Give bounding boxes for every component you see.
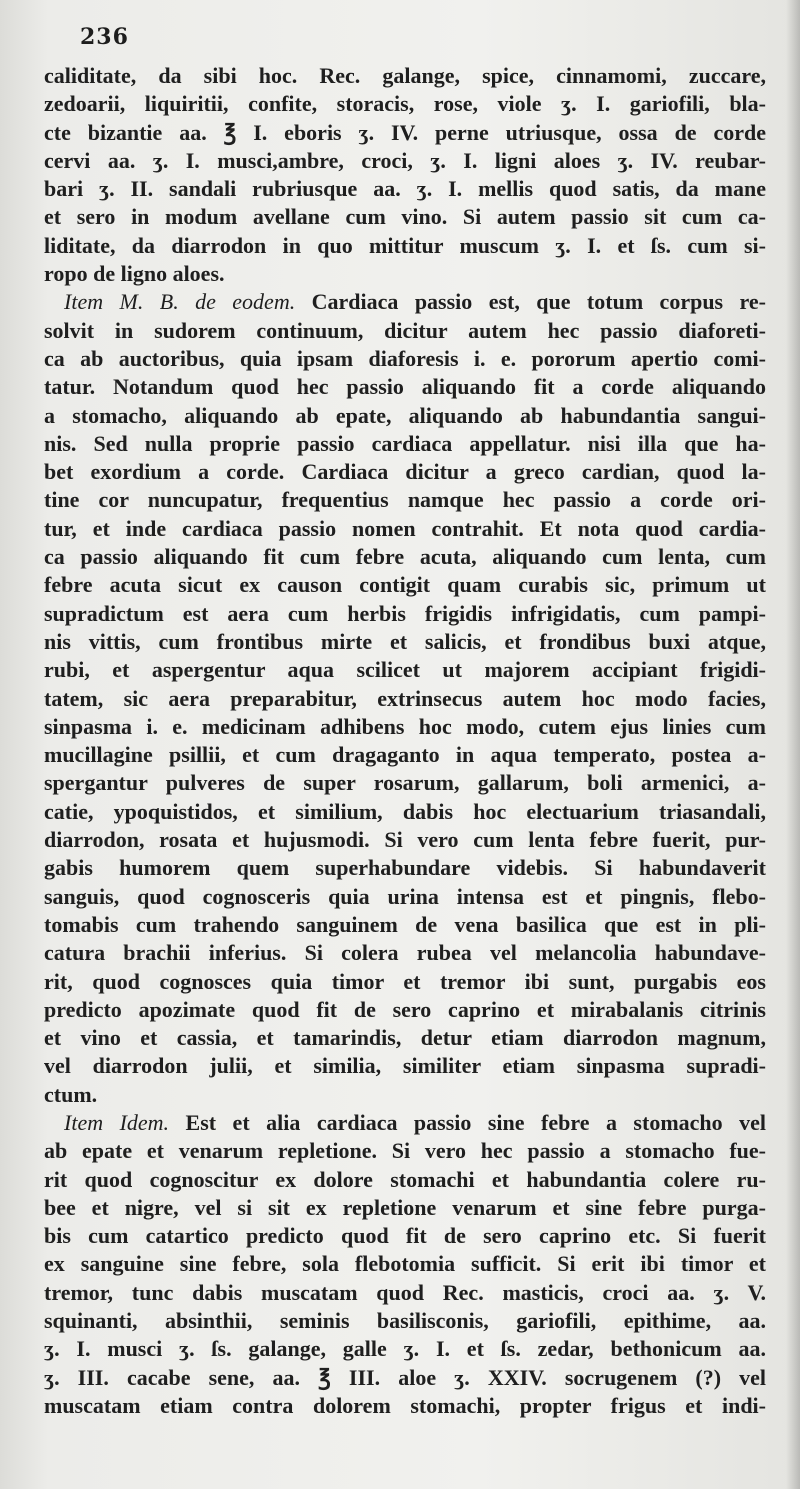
text-line [44, 600, 766, 628]
text-line [44, 883, 766, 911]
line-text: ab epate et venarum repletione. Si vero hec passio a stomacho fue- [44, 1138, 766, 1164]
text-line [44, 1335, 766, 1363]
line-text: Est et alia cardiaca passio sine febre a stomacho vel [169, 1109, 766, 1135]
line-text: bis cum catartico predicto quod fit de sero caprino etc. Si fuerit [44, 1223, 766, 1249]
text-line [44, 458, 766, 486]
line-text: rit quod cognoscitur ex dolore stomachi et habundantia colere ru- [44, 1166, 766, 1192]
text-line [44, 713, 766, 741]
line-text: nis vittis, cum frontibus mirte et salicis, et frondibus buxi atque, [44, 628, 766, 654]
text-line [44, 288, 766, 316]
line-text: bari ʒ. II. sandali rubriusque aa. ʒ. I. mellis quod satis, da mane [44, 176, 766, 202]
text-line [44, 996, 766, 1024]
line-text: Cardiaca passio est, que totum corpus re- [295, 289, 766, 315]
line-text: tatem, sic aera preparabitur, extrinsecus autem hoc modo facies, [44, 685, 766, 711]
text-line [44, 90, 766, 118]
text-line [44, 1222, 766, 1250]
line-text: spergantur pulveres de super rosarum, gallarum, boli armenici, a- [44, 770, 766, 796]
text-line [44, 232, 766, 260]
text-line [44, 571, 766, 599]
line-text: tomabis cum trahendo sanguinem de vena basilica que est in pli- [44, 911, 766, 937]
page-edge-shadow [786, 0, 800, 1489]
line-text: ca ab auctoribus, quia ipsam diaforesis i. e. pororum apertio comi- [44, 345, 766, 371]
line-text: ropo de ligno aloes. [44, 261, 225, 287]
text-line [44, 1307, 766, 1335]
line-text: ʒ. I. musci ʒ. ſs. galange, galle ʒ. I. et ſs. zedar, bethonicum aa. [44, 1336, 766, 1362]
line-text: sanguis, quod cognosceris quia urina intensa est et pingnis, flebo- [44, 883, 766, 909]
text-line [44, 373, 766, 401]
line-text: rubi, et aspergentur aqua scilicet ut majorem accipiant frigidi- [44, 657, 766, 683]
text-line [44, 741, 766, 769]
line-text: gabis humorem quem superhabundare videbis. Si habundaverit [44, 855, 766, 881]
text-line [44, 628, 766, 656]
text-line [44, 854, 766, 882]
text-line [44, 62, 766, 90]
line-text: ʒ. III. cacabe sene, aa. ℥ III. aloe ʒ. XXIV. socrugenem (?) vel [44, 1364, 766, 1390]
text-line [44, 1137, 766, 1165]
text-line [44, 1052, 766, 1080]
text-line [44, 1024, 766, 1052]
line-text: tine cor nuncupatur, frequentius namque hec passio a corde ori- [44, 487, 766, 513]
text-line [44, 1250, 766, 1278]
line-text: tremor, tunc dabis muscatam quod Rec. masticis, croci aa. ʒ. V. [44, 1279, 766, 1305]
text-line [44, 317, 766, 345]
line-text: squinanti, absinthii, seminis basilisconis, gariofili, epithime, aa. [44, 1308, 766, 1334]
text-line [44, 515, 766, 543]
line-text: vel diarrodon julii, et similia, similiter etiam sinpasma supradi- [44, 1053, 766, 1079]
line-text: nis. Sed nulla proprie passio cardiaca appellatur. nisi illa que ha- [44, 430, 766, 456]
text-line [44, 402, 766, 430]
text-line [44, 968, 766, 996]
text-line [44, 685, 766, 713]
text-line [44, 486, 766, 514]
text-line [44, 430, 766, 458]
line-text: catie, ypoquistidos, et similium, dabis hoc electuarium triasandali, [44, 798, 766, 824]
text-line [44, 1194, 766, 1222]
line-text: cervi aa. ʒ. I. musci,ambre, croci, ʒ. I. ligni aloes ʒ. IV. reubar- [44, 147, 766, 173]
text-line [44, 260, 766, 288]
text-line [44, 1109, 766, 1137]
line-text: predicto apozimate quod fit de sero caprino et mirabalanis citrinis [44, 996, 766, 1022]
text-line [44, 543, 766, 571]
line-text: liditate, da diarrodon in quo mittitur muscum ʒ. I. et ſs. cum si- [44, 232, 766, 258]
text-line [44, 203, 766, 231]
line-text: catura brachii inferius. Si colera rubea vel melancolia habundave- [44, 940, 766, 966]
line-text: muscatam etiam contra dolorem stomachi, propter frigus et indi- [44, 1392, 766, 1418]
text-line [44, 769, 766, 797]
section-heading: Item Idem. [64, 1109, 170, 1135]
line-text: caliditate, da sibi hoc. Rec. galange, spice, cinnamomi, zuccare, [44, 63, 766, 88]
text-line [44, 1364, 766, 1392]
text-line [44, 345, 766, 373]
line-text: ex sanguine sine febre, sola flebotomia sufficit. Si erit ibi timor et [44, 1251, 766, 1277]
text-line [44, 1081, 766, 1109]
line-text: solvit in sudorem continuum, dicitur autem hec passio diaforeti- [44, 317, 766, 343]
line-text: ca passio aliquando fit cum febre acuta, aliquando cum lenta, cum [44, 544, 766, 570]
text-line [44, 1166, 766, 1194]
line-text: et vino et cassia, et tamarindis, detur etiam diarrodon magnum, [44, 1025, 766, 1051]
line-text: febre acuta sicut ex causon contigit quam curabis sic, primum ut [44, 572, 766, 598]
line-text: et sero in modum avellane cum vino. Si autem passio sit cum ca- [44, 204, 766, 230]
line-text: cte bizantie aa. ℥ I. eboris ʒ. IV. perne utriusque, ossa de corde [44, 119, 766, 145]
line-text: mucillagine psillii, et cum dragaganto in aqua temperato, postea a- [44, 742, 766, 768]
line-text: sinpasma i. e. medicinam adhibens hoc modo, cutem ejus linies cum [44, 713, 766, 739]
text-line [44, 939, 766, 967]
line-text: ctum. [44, 1081, 98, 1107]
line-text: bee et nigre, vel si sit ex repletione venarum et sine febre purga- [44, 1194, 766, 1220]
text-line [44, 147, 766, 175]
line-text: tur, et inde cardiaca passio nomen contrahit. Et nota quod cardia- [44, 515, 766, 541]
text-line [44, 1392, 766, 1420]
text-line [44, 656, 766, 684]
line-text: a stomacho, aliquando ab epate, aliquando ab habundantia sangui- [44, 402, 766, 428]
text-line [44, 798, 766, 826]
text-line [44, 826, 766, 854]
line-text: zedoarii, liquiritii, confite, storacis, rose, viole ʒ. I. gariofili, bla- [44, 91, 766, 117]
line-text: diarrodon, rosata et hujusmodi. Si vero cum lenta febre fuerit, pur- [44, 827, 766, 853]
line-text: rit, quod cognosces quia timor et tremor ibi sunt, purgabis eos [44, 968, 766, 994]
text-line [44, 1279, 766, 1307]
line-text: tatur. Notandum quod hec passio aliquando fit a corde aliquando [44, 374, 766, 400]
line-text: bet exordium a corde. Cardiaca dicitur a greco cardian, quod la- [44, 459, 766, 485]
body-text [44, 62, 766, 1420]
section-heading: Item M. B. de eodem. [64, 289, 296, 315]
text-line [44, 175, 766, 203]
page-number: 236 [80, 24, 129, 50]
text-line [44, 119, 766, 147]
text-line [44, 911, 766, 939]
line-text: supradictum est aera cum herbis frigidis infrigidatis, cum pampi- [44, 600, 766, 626]
